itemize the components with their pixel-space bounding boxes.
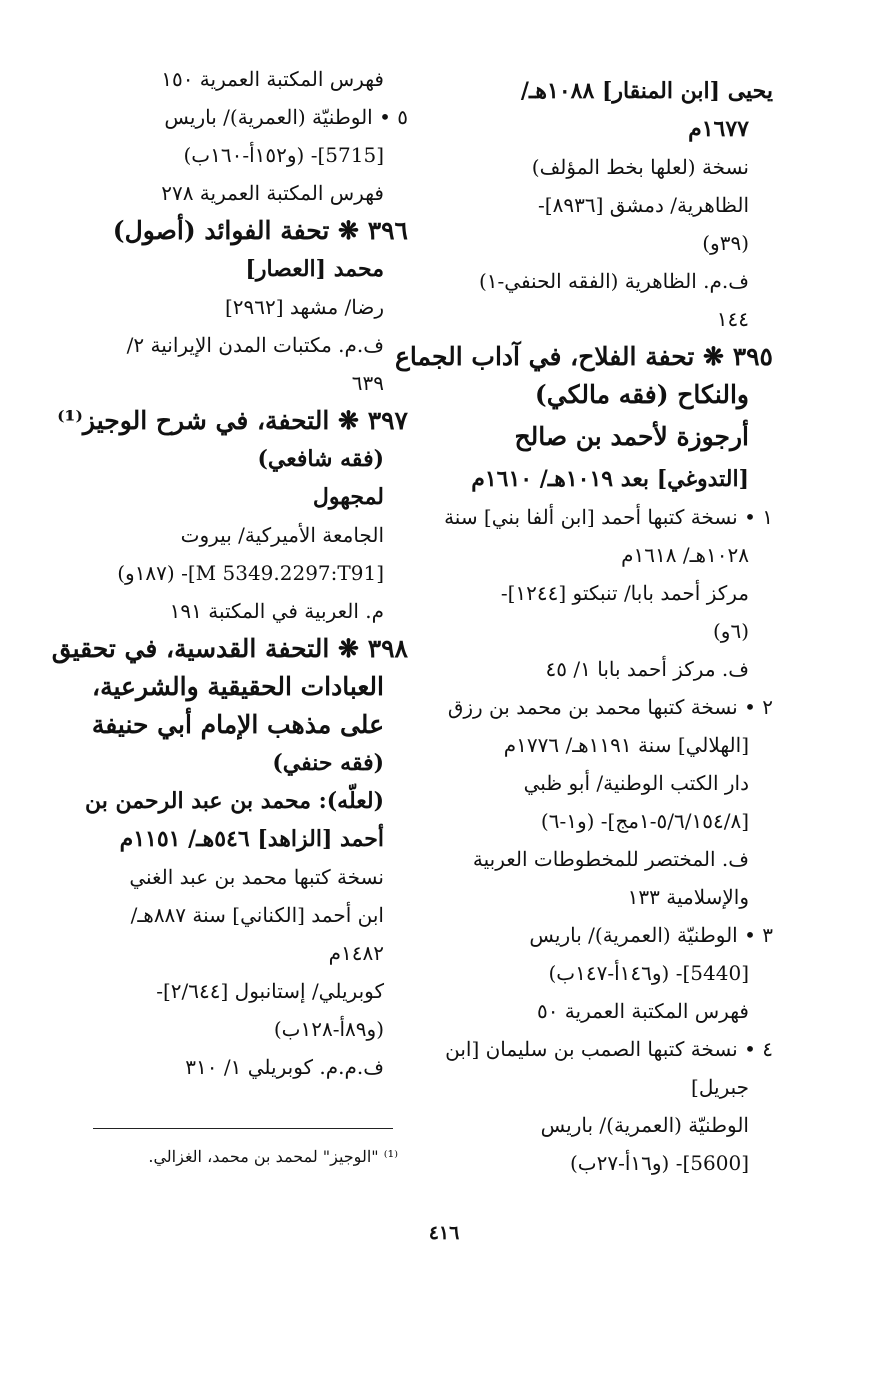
text-line: [الهلالي] سنة ١١٩١هـ/ ١٧٧٦م xyxy=(503,733,749,757)
text-line: ف.م. الظاهرية (الفقه الحنفي-١) xyxy=(478,269,749,293)
right-column xyxy=(395,72,773,1182)
text-line: ف.م. مكتبات المدن الإيرانية ٢/ xyxy=(126,333,384,357)
text-line: (لعلّه): محمد بن عبد الرحمن بن xyxy=(85,788,384,814)
text-line: على مذهب الإمام أبي حنيفة xyxy=(91,710,384,739)
footnote-divider xyxy=(93,1128,393,1129)
text-line: ف.م.م. كوبريلي ١/ ٣١٠ xyxy=(185,1055,384,1079)
text-line: [٥/٦/١٥٤/٨-١مج]- (و١-٦) xyxy=(540,809,749,833)
text-line: ١٤٨٢م xyxy=(328,941,384,965)
text-line: ١٤٤ xyxy=(716,307,749,331)
text-line: جبريل] xyxy=(691,1075,749,1099)
text-line: محمد [العصار] xyxy=(245,256,384,282)
text-line: الجامعة الأميركية/ بيروت xyxy=(180,523,384,547)
text-line: لمجهول xyxy=(312,484,384,510)
text-line: الظاهرية/ دمشق [٨٩٣٦]- xyxy=(538,193,749,217)
text-line: ٦٣٩ xyxy=(351,371,384,395)
text-line: أرجوزة لأحمد بن صالح xyxy=(514,422,749,451)
text-line: ٥ • الوطنيّة (العمرية)/ باريس xyxy=(164,105,408,129)
text-line: أحمد [الزاهد] ٥٤٦هـ/ ١١٥١م xyxy=(119,826,384,852)
text-line: يحيى [ابن المنقار] ١٠٨٨هـ/ xyxy=(520,78,773,104)
text-line: فهرس المكتبة العمرية ١٥٠ xyxy=(161,67,384,91)
text-line: ٣٩٥ ❋ تحفة الفلاح، في آداب الجماع xyxy=(395,342,773,371)
text-line: ١ • نسخة كتبها أحمد [ابن ألفا بني] سنة xyxy=(444,505,773,529)
text-line: ٣٩٦ ❋ تحفة الفوائد (أصول) xyxy=(112,216,408,245)
text-line: رضا/ مشهد [٢٩٦٢] xyxy=(224,295,384,319)
text-line: (٣٩و) xyxy=(702,231,749,255)
text-line: ٣٩٧ ❋ التحفة، في شرح الوجيز⁽¹⁾ xyxy=(57,406,408,435)
text-line: فهرس المكتبة العمرية ٥٠ xyxy=(536,999,749,1023)
text-line: دار الكتب الوطنية/ أبو ظبي xyxy=(523,771,749,795)
text-line: نسخة كتبها محمد بن عبد الغني xyxy=(129,865,384,889)
text-line: ٣٩٨ ❋ التحفة القدسية، في تحقيق xyxy=(51,634,408,663)
text-line: [M 5349.2297:T91]- (١٨٧و) xyxy=(117,561,384,585)
text-line: (٦و) xyxy=(712,619,749,643)
text-line: ف. مركز أحمد بابا ١/ ٤٥ xyxy=(545,657,749,681)
text-line: [5440]- (و١٤٦أ-١٤٧ب) xyxy=(548,961,749,985)
text-line: والنكاح (فقه مالكي) xyxy=(534,380,749,409)
text-line: العبادات الحقيقية والشرعية، xyxy=(92,672,384,701)
text-line: ١٠٢٨هـ/ ١٦١٨م xyxy=(621,543,749,567)
footnote: ⁽¹⁾ "الوجيز" لمحمد بن محمد، الغزالي. xyxy=(148,1147,398,1166)
text-line: ف. المختصر للمخطوطات العربية xyxy=(472,847,749,871)
text-line: ٣ • الوطنيّة (العمرية)/ باريس xyxy=(529,923,773,947)
text-line: فهرس المكتبة العمرية ٢٧٨ xyxy=(161,181,384,205)
text-line: كوبريلي/ إستانبول [٢/٦٤٤]- xyxy=(156,979,384,1003)
page-number: ٤١٦ xyxy=(428,1222,460,1244)
left-column xyxy=(51,60,408,1086)
text-line: م. العربية في المكتبة ١٩١ xyxy=(169,599,384,623)
text-line: الوطنيّة (العمرية)/ باريس xyxy=(540,1113,749,1137)
text-line: [5715]- (و١٥٢أ-١٦٠ب) xyxy=(183,143,384,167)
text-line: [5600]- (و١٦أ-٢٧ب) xyxy=(569,1151,749,1175)
text-line: [التدوغي] بعد ١٠١٩هـ/ ١٦١٠م xyxy=(471,466,749,492)
text-line: ٢ • نسخة كتبها محمد بن محمد بن رزق xyxy=(447,695,773,719)
text-line: ابن أحمد [الكناني] سنة ٨٨٧هـ/ xyxy=(130,903,384,927)
text-line: ١٦٧٧م xyxy=(688,116,749,142)
text-line: (و٨٩أ-١٢٨ب) xyxy=(273,1017,384,1041)
text-line: والإسلامية ١٣٣ xyxy=(627,885,749,909)
text-line: نسخة (لعلها بخط المؤلف) xyxy=(531,155,749,179)
text-line: مركز أحمد بابا/ تنبكتو [١٢٤٤]- xyxy=(500,581,749,605)
text-line: ٤ • نسخة كتبها الصمب بن سليمان [ابن xyxy=(445,1037,773,1061)
text-line: (فقه شافعي) xyxy=(257,446,384,472)
text-line: (فقه حنفي) xyxy=(272,750,384,776)
